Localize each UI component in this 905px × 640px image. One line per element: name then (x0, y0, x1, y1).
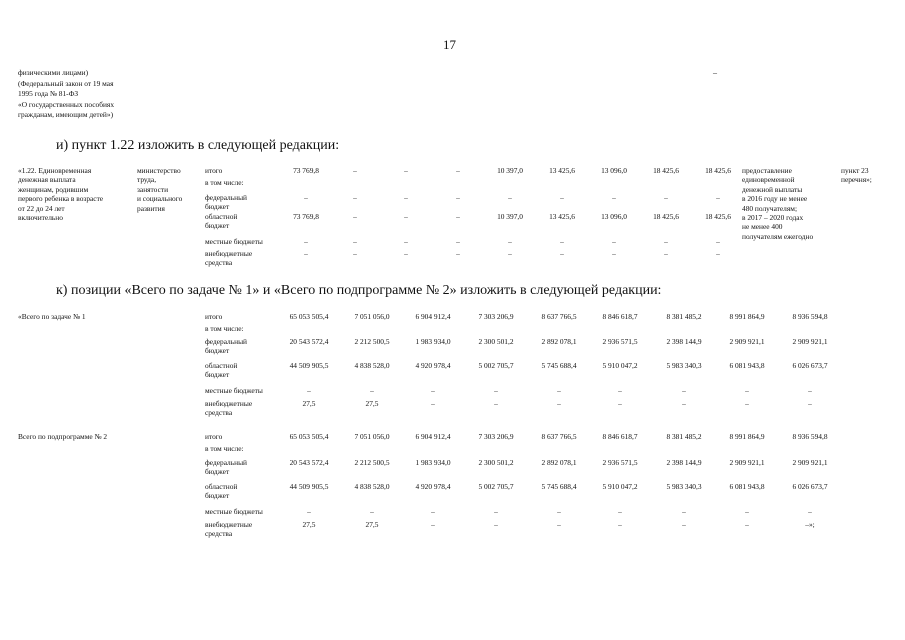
row-label-line: итого (205, 312, 223, 321)
value-cell: – (557, 386, 561, 395)
value-cell: 6 904 912,4 (415, 312, 451, 321)
value-cell: – (508, 237, 512, 246)
value-cell: 5 002 705,7 (478, 482, 514, 491)
name-line: от 22 до 24 лет (18, 203, 65, 213)
value-cell: – (664, 193, 668, 202)
row-label-line: средства (205, 408, 233, 418)
value-cell: 4 920 978,4 (415, 482, 451, 491)
value-cell: 27,5 (302, 520, 316, 529)
value-cell: 7 051 056,0 (354, 312, 390, 321)
value-cell: – (560, 249, 564, 258)
row-label (205, 507, 263, 516)
result-line: в 2016 году не менее (742, 194, 808, 204)
value-cell: 6 904 912,4 (415, 432, 451, 441)
row-label-line: в том числе: (205, 324, 244, 333)
value-cell: – (745, 399, 749, 408)
value-cell: – (557, 507, 561, 516)
block-subprogram2-title: Всего по подпрограмме № 2 (18, 432, 108, 441)
row-label-line: средства (205, 258, 233, 268)
list-ref-line: перечня»; (841, 175, 872, 185)
result-line: получателям ежегодно (742, 231, 814, 241)
executor-line: труда, (137, 175, 157, 185)
value-cell: – (353, 193, 357, 202)
value-cell: – (404, 249, 408, 258)
value-cell: 5 745 688,4 (541, 361, 577, 370)
intro-line: гражданам, имеющим детей») (18, 110, 114, 120)
value-cell: – (508, 249, 512, 258)
value-cell: – (508, 193, 512, 202)
item-122-name (18, 166, 103, 222)
value-cell: – (494, 507, 498, 516)
value-cell: 2 909 921,1 (729, 458, 765, 467)
row-label (205, 312, 222, 321)
page-number: 17 (443, 37, 456, 52)
row-label-line: бюджет (205, 202, 230, 212)
block-task1-title: «Всего по задаче № 1 (18, 312, 86, 321)
value-cell: – (557, 520, 561, 529)
value-cell: – (612, 193, 616, 202)
value-cell: 8 637 766,5 (541, 312, 577, 321)
value-cell: 2 936 571,5 (602, 458, 638, 467)
value-cell: 27,5 (365, 520, 379, 529)
result-line: в 2017 – 2020 годах (742, 213, 804, 223)
row-label (205, 399, 252, 418)
item-122-list-ref (841, 166, 872, 185)
value-cell: – (304, 249, 308, 258)
row-label-line: местные бюджеты (205, 386, 263, 395)
value-cell: 13 425,6 (549, 166, 575, 175)
row-label-line: бюджет (205, 467, 230, 477)
value-cell: – (682, 399, 686, 408)
value-cell: 73 769,8 (293, 166, 319, 175)
value-cell: 8 936 594,8 (792, 312, 828, 321)
row-label (205, 482, 237, 501)
row-label (205, 361, 237, 380)
value-cell: 20 543 572,4 (289, 337, 329, 346)
row-label-line: внебюджетные (205, 249, 253, 258)
value-cell: – (494, 520, 498, 529)
row-label-line: средства (205, 529, 233, 539)
value-cell: – (560, 237, 564, 246)
value-cell: – (353, 249, 357, 258)
name-line: «1.22. Единовременная (18, 166, 92, 175)
executor-line: занятости (137, 184, 169, 194)
row-label (205, 249, 252, 268)
value-cell: 6 081 943,8 (729, 361, 765, 370)
row-label-line: федеральный (205, 337, 247, 346)
value-cell: – (431, 386, 435, 395)
intro-fragment (18, 68, 158, 121)
value-cell: 6 026 673,7 (792, 482, 828, 491)
value-cell: – (682, 507, 686, 516)
value-cell: – (618, 386, 622, 395)
value-cell: 44 509 905,5 (289, 361, 329, 370)
value-cell: – (808, 507, 812, 516)
value-cell: 13 096,0 (601, 212, 627, 221)
row-label (205, 237, 263, 246)
value-cell: 27,5 (302, 399, 316, 408)
value-cell: 4 920 978,4 (415, 361, 451, 370)
value-cell: 2 300 501,2 (478, 458, 514, 467)
value-cell: 2 398 144,9 (666, 337, 702, 346)
value-cell: – (431, 520, 435, 529)
value-cell: – (716, 193, 720, 202)
value-cell: 8 381 485,2 (666, 312, 702, 321)
row-label-line: местные бюджеты (205, 237, 263, 246)
row-label-line: в том числе: (205, 444, 244, 453)
value-cell: 8 991 864,9 (729, 312, 765, 321)
value-cell: 1 983 934,0 (415, 458, 451, 467)
result-line: предоставление (742, 166, 792, 175)
value-cell: 10 397,0 (497, 166, 523, 175)
value-cell: – (716, 237, 720, 246)
value-cell: 5 910 047,2 (602, 361, 638, 370)
row-label (205, 324, 244, 333)
value-cell: 4 838 528,0 (354, 361, 390, 370)
value-cell: 27,5 (365, 399, 379, 408)
value-cell: – (664, 237, 668, 246)
value-cell: 7 051 056,0 (354, 432, 390, 441)
value-cell: 5 983 340,3 (666, 361, 702, 370)
value-cell: 5 002 705,7 (478, 361, 514, 370)
row-label (205, 337, 247, 356)
value-cell: – (682, 520, 686, 529)
name-line: женщинам, родившим (18, 184, 89, 194)
executor-line: министерство (137, 166, 181, 175)
row-label (205, 178, 244, 187)
row-label (205, 520, 252, 539)
value-cell: 2 398 144,9 (666, 458, 702, 467)
row-label-line: итого (205, 166, 223, 175)
value-cell: – (618, 507, 622, 516)
value-cell: – (404, 166, 408, 175)
row-label (205, 166, 222, 175)
value-cell: – (612, 249, 616, 258)
value-cell: – (456, 237, 460, 246)
value-cell: 13 425,6 (549, 212, 575, 221)
name-line: денежная выплата (18, 175, 76, 185)
value-cell: 5 983 340,3 (666, 482, 702, 491)
value-cell: – (618, 399, 622, 408)
value-cell: – (745, 520, 749, 529)
row-label-line: областной (205, 361, 238, 370)
value-cell: –»; (805, 520, 815, 529)
value-cell: 65 053 505,4 (289, 432, 329, 441)
value-cell: 18 425,6 (705, 212, 731, 221)
value-cell: – (353, 237, 357, 246)
row-label (205, 212, 237, 231)
value-cell: – (431, 507, 435, 516)
intro-line: 1995 года № 81-ФЗ (18, 89, 79, 99)
value-cell: – (560, 193, 564, 202)
value-cell: 2 936 571,5 (602, 337, 638, 346)
row-label-line: бюджет (205, 346, 230, 356)
value-cell: 7 303 206,9 (478, 432, 514, 441)
value-cell: – (353, 166, 357, 175)
value-cell: – (494, 386, 498, 395)
value-cell: 4 838 528,0 (354, 482, 390, 491)
row-label-line: федеральный (205, 193, 247, 202)
row-label-line: бюджет (205, 491, 230, 501)
intro-line: физическими лицами) (18, 68, 89, 77)
executor-line: развития (137, 203, 165, 213)
item-122-executor (137, 166, 182, 213)
result-line: денежной выплаты (742, 184, 803, 194)
value-cell: – (370, 507, 374, 516)
row-label (205, 432, 222, 441)
value-cell: – (682, 386, 686, 395)
value-cell: 73 769,8 (293, 212, 319, 221)
value-cell: 8 936 594,8 (792, 432, 828, 441)
result-line: не менее 400 (742, 222, 783, 232)
value-cell: 8 991 864,9 (729, 432, 765, 441)
name-line: первого ребенка в возрасте (18, 194, 104, 204)
value-cell: 8 637 766,5 (541, 432, 577, 441)
value-cell: 8 381 485,2 (666, 432, 702, 441)
row-label-line: в том числе: (205, 178, 244, 187)
value-cell: 18 425,6 (653, 166, 679, 175)
row-label-line: областной (205, 482, 238, 491)
value-cell: 2 212 500,5 (354, 458, 390, 467)
row-label (205, 193, 247, 212)
value-cell: – (745, 507, 749, 516)
value-cell: – (716, 249, 720, 258)
intro-dash: – (713, 68, 717, 77)
value-cell: 13 096,0 (601, 166, 627, 175)
intro-line: (Федеральный закон от 19 мая (18, 78, 114, 88)
value-cell: – (307, 507, 311, 516)
value-cell: 8 846 618,7 (602, 312, 638, 321)
executor-line: и социального (137, 194, 183, 204)
result-line: единовременной (742, 175, 795, 185)
value-cell: 2 892 078,1 (541, 458, 577, 467)
value-cell: – (618, 520, 622, 529)
value-cell: – (431, 399, 435, 408)
value-cell: – (612, 237, 616, 246)
row-label-line: федеральный (205, 458, 247, 467)
value-cell: 5 745 688,4 (541, 482, 577, 491)
value-cell: 18 425,6 (705, 166, 731, 175)
value-cell: 5 910 047,2 (602, 482, 638, 491)
value-cell: – (808, 386, 812, 395)
value-cell: 65 053 505,4 (289, 312, 329, 321)
value-cell: – (494, 399, 498, 408)
value-cell: 44 509 905,5 (289, 482, 329, 491)
item-122-result (742, 166, 813, 241)
value-cell: – (664, 249, 668, 258)
row-label (205, 444, 244, 453)
value-cell: 6 026 673,7 (792, 361, 828, 370)
value-cell: – (304, 237, 308, 246)
value-cell: – (456, 193, 460, 202)
value-cell: – (404, 237, 408, 246)
list-ref-line: пункт 23 (841, 166, 869, 175)
value-cell: – (307, 386, 311, 395)
value-cell: – (353, 212, 357, 221)
value-cell: 8 846 618,7 (602, 432, 638, 441)
value-cell: 2 300 501,2 (478, 337, 514, 346)
value-cell: – (370, 386, 374, 395)
value-cell: – (456, 249, 460, 258)
result-line: 480 получателям; (742, 203, 798, 213)
value-cell: – (808, 399, 812, 408)
value-cell: 2 909 921,1 (729, 337, 765, 346)
value-cell: – (745, 386, 749, 395)
row-label (205, 386, 263, 395)
row-label-line: итого (205, 432, 223, 441)
value-cell: – (456, 166, 460, 175)
value-cell: – (404, 212, 408, 221)
value-cell: 10 397,0 (497, 212, 523, 221)
value-cell: 2 909 921,1 (792, 337, 828, 346)
row-label-line: местные бюджеты (205, 507, 263, 516)
row-label-line: бюджет (205, 370, 230, 380)
value-cell: – (557, 399, 561, 408)
value-cell: 2 212 500,5 (354, 337, 390, 346)
heading-item-k: к) позиции «Всего по задаче № 1» и «Всего по подпрограмме № 2» изложить в следующей редакции: (56, 283, 662, 298)
heading-item-i: и) пункт 1.22 изложить в следующей редакции: (56, 138, 340, 153)
value-cell: 6 081 943,8 (729, 482, 765, 491)
row-label-line: областной (205, 212, 238, 221)
value-cell: – (304, 193, 308, 202)
value-cell: 2 909 921,1 (792, 458, 828, 467)
row-label-line: внебюджетные (205, 520, 253, 529)
value-cell: – (456, 212, 460, 221)
value-cell: 2 892 078,1 (541, 337, 577, 346)
row-label-line: бюджет (205, 221, 230, 231)
value-cell: – (404, 193, 408, 202)
value-cell: 18 425,6 (653, 212, 679, 221)
value-cell: 1 983 934,0 (415, 337, 451, 346)
value-cell: 20 543 572,4 (289, 458, 329, 467)
row-label (205, 458, 247, 477)
name-line: включительно (18, 213, 63, 223)
intro-line: «О государственных пособиях (18, 99, 115, 109)
row-label-line: внебюджетные (205, 399, 253, 408)
value-cell: 7 303 206,9 (478, 312, 514, 321)
